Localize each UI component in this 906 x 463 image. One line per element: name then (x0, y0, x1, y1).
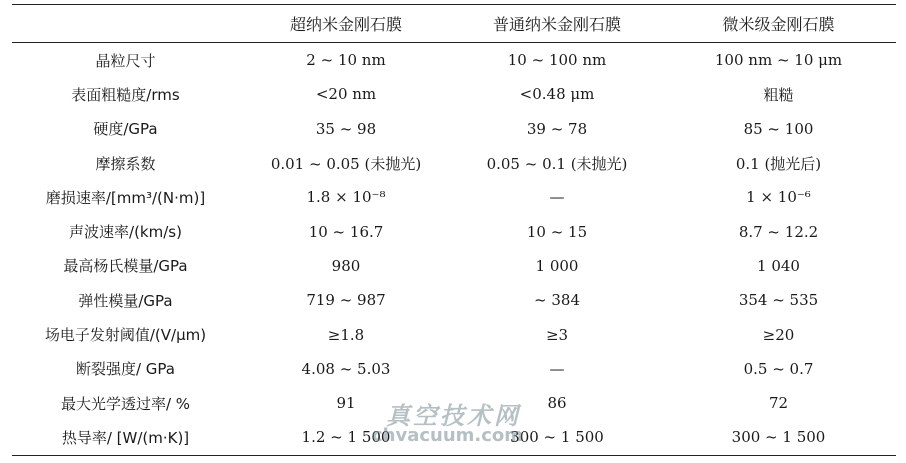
table-row (12, 146, 896, 180)
table-cell: ≥20 (762, 325, 795, 344)
table-cell: 1 000 (535, 256, 579, 275)
table-cell: 719 ~ 987 (306, 291, 386, 310)
row-label: 弹性模量/GPa (78, 291, 173, 310)
table-cell: ~ 384 (534, 291, 580, 310)
table-row (12, 352, 896, 386)
table-header (12, 5, 896, 43)
header-cell-nanocrystalline: 普通纳米金刚石膜 (453, 5, 661, 43)
header-cell-empty (12, 5, 239, 43)
table-cell: 0.5 ~ 0.7 (743, 359, 814, 378)
table-cell: <20 nm (315, 85, 377, 104)
table-row (12, 317, 896, 351)
table-cell: 8.7 ~ 12.2 (738, 222, 819, 241)
table-cell: 86 (547, 394, 567, 413)
table-cell: 10 ~ 100 nm (507, 51, 607, 70)
table-cell: 1.2 ~ 1 500 (239, 420, 453, 455)
table-cell: ≥1.8 (327, 325, 365, 344)
row-label: 表面粗糙度/rms (71, 85, 180, 104)
table-cell: 4.08 ~ 5.03 (301, 359, 391, 378)
row-label: 热导率/ [W/(m·K)] (12, 420, 239, 455)
header-cell-microcrystalline: 微米级金刚石膜 (661, 5, 896, 43)
watermark-site-text: chvacuum.com (372, 425, 524, 446)
row-label: 硬度/GPa (93, 120, 158, 139)
table-cell: 0.01 ~ 0.05 (未抛光) (270, 154, 422, 173)
table-cell: — (549, 188, 565, 207)
table-cell: 980 (331, 256, 361, 275)
table-cell: 0.05 ~ 0.1 (未抛光) (486, 154, 628, 173)
table-row (12, 386, 896, 420)
row-label: 晶粒尺寸 (95, 51, 156, 70)
table-cell: — (549, 359, 565, 378)
table-cell: 39 ~ 78 (526, 119, 588, 138)
table-row (12, 249, 896, 283)
row-label: 磨损速率/[mm³/(N·m)] (45, 188, 206, 207)
table-cell: 粗糙 (763, 85, 794, 104)
table-cell: 1 040 (757, 256, 800, 275)
table-cell: ≥3 (545, 325, 569, 344)
table-cell: 1.8 × 10⁻⁸ (306, 188, 386, 207)
table-cell: 91 (336, 394, 356, 413)
watermark-main-text: 真空技术网 (386, 402, 521, 430)
header-row (12, 5, 896, 43)
table-cell: 354 ~ 535 (738, 291, 819, 310)
table-row (12, 77, 896, 111)
table-cell: <0.48 μm (519, 85, 595, 104)
row-label: 最大光学透过率/ % (60, 394, 191, 413)
row-label: 最高杨氏模量/GPa (63, 257, 188, 276)
row-label: 断裂强度/ GPa (75, 360, 175, 379)
table-row (12, 180, 896, 214)
table-cell: 10 ~ 16.7 (308, 222, 384, 241)
table-cell: 35 ~ 98 (315, 119, 377, 138)
table-row (12, 283, 896, 317)
properties-table (12, 4, 896, 456)
table-row (12, 214, 896, 248)
table-cell: 10 ~ 15 (526, 222, 588, 241)
table-row (12, 420, 896, 455)
table-cell: 2 ~ 10 nm (306, 51, 386, 70)
table-cell: 1 × 10⁻⁶ (746, 188, 811, 207)
header-cell-ultrananocrystalline: 超纳米金刚石膜 (239, 5, 453, 43)
table-row (12, 112, 896, 146)
table-cell: 85 ~ 100 (743, 119, 814, 138)
table-row (12, 43, 896, 78)
table-body (12, 43, 896, 456)
row-label: 摩擦系数 (95, 154, 156, 173)
table-cell: 72 (768, 394, 789, 413)
row-label: 声波速率/(km/s) (69, 223, 182, 242)
table-cell: 300 ~ 1 500 (661, 420, 896, 455)
table-cell: 300 ~ 1 500 (453, 420, 661, 455)
table-cell: 0.1 (抛光后) (735, 154, 822, 173)
row-label: 场电子发射阈值/(V/μm) (44, 326, 207, 345)
table-cell: 100 nm ~ 10 μm (714, 51, 843, 70)
